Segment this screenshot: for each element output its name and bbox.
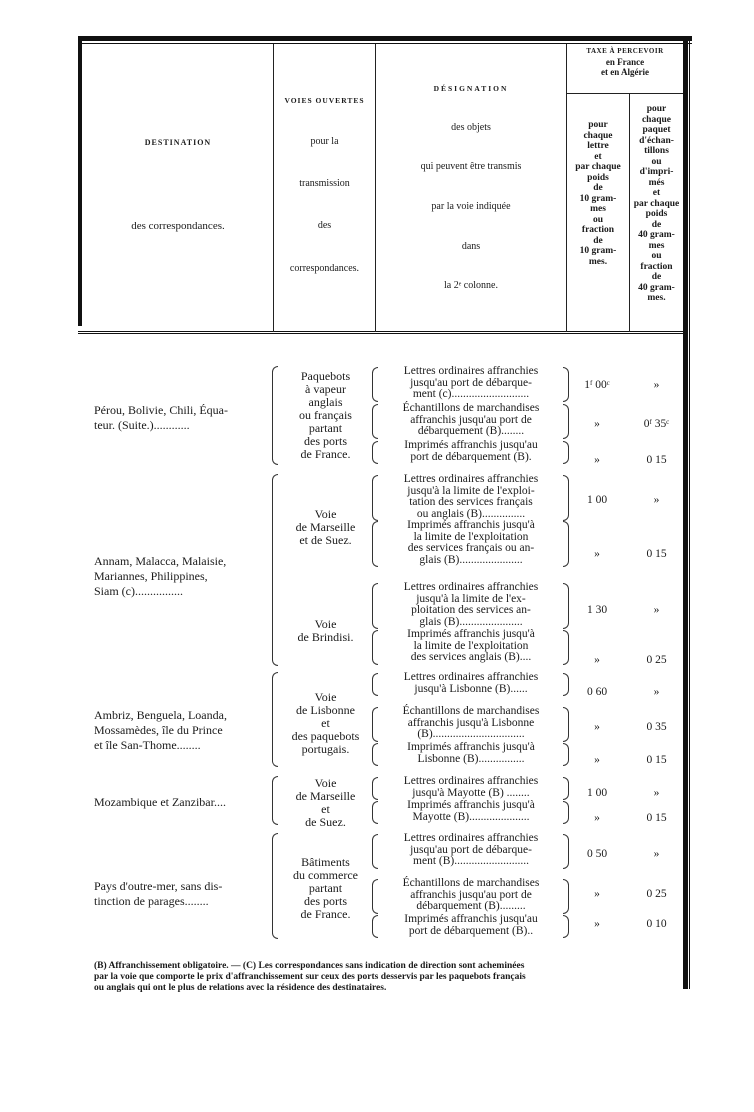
header-taxe-packet-line: 40 gram- [638, 230, 675, 240]
letter-rate: 1ᶠ 00ᶜ [584, 379, 610, 391]
voie-line: et [321, 802, 330, 816]
voie-line: portugais. [301, 742, 350, 756]
object-description-line: jusqu'au port de débarque- [410, 843, 532, 856]
taxe-underline [566, 93, 683, 94]
packet-rate: 0 15 [646, 754, 667, 766]
header-bottom-rule [78, 331, 683, 332]
object-description-line: Imprimés affranchis jusqu'à [407, 741, 535, 753]
destination-line: tinction de parages........ [94, 894, 209, 908]
object-description-line: Imprimés affranchis jusqu'à [407, 799, 535, 811]
object-description-line: Lettres ordinaires affranchies [403, 671, 539, 683]
header-taxe-letter-line: 10 gram- [579, 193, 617, 204]
object-description-line: jusqu'au port de débarque- [410, 376, 532, 389]
left-rule [78, 36, 82, 326]
object-brace-left [372, 367, 378, 402]
voie-line: des paquebots [291, 729, 360, 743]
voie-line: de France. [300, 907, 351, 921]
header-taxe-packet-line: paquet [642, 125, 671, 135]
voie-line: Paquebots [300, 369, 351, 383]
voie-line: de Lisbonne [296, 703, 355, 717]
object-description-line: Lettres ordinaires affranchies [403, 832, 539, 844]
object-description-line: Échantillons de marchandises [402, 877, 540, 889]
top-thin-rule [78, 43, 692, 44]
object-brace-left [372, 801, 378, 824]
voie-brace [272, 672, 278, 767]
header-taxe-line: en France [605, 57, 645, 67]
right-thick-rule [683, 36, 688, 989]
packet-rate: » [653, 494, 660, 506]
header-taxe-packet-line: d'échan- [639, 135, 674, 146]
voie-line: du commerce [293, 868, 358, 882]
object-brace-right [563, 521, 569, 567]
object-brace-left [372, 475, 378, 521]
object-description-line: port de débarquement (B).. [408, 924, 534, 937]
header-taxe-packet-line: poids [645, 209, 668, 219]
object-description-line: ment (c)........................... [412, 388, 530, 400]
right-thin-rule [689, 36, 690, 989]
object-description-line: Échantillons de marchandises [402, 705, 540, 717]
object-description-line: jusqu'à la limite de l'exploi- [407, 484, 535, 497]
letter-rate: » [594, 418, 600, 430]
packet-rate: 0 15 [646, 548, 667, 560]
packet-rate: » [653, 848, 660, 860]
header-designation-line: dans [461, 241, 481, 252]
voie-line: des ports [304, 434, 347, 448]
footnote [94, 961, 689, 994]
voie-line: à vapeur [305, 382, 346, 396]
header-taxe-letter-line: 10 gram- [579, 246, 617, 256]
header-taxe-packet-line: et [652, 188, 661, 198]
object-brace-left [372, 404, 378, 439]
object-description-line: Mayotte (B)..................... [412, 810, 530, 823]
voie-brace [272, 833, 278, 939]
destination-line: Ambriz, Benguela, Loanda, [94, 708, 227, 722]
header-taxe-letter-line: fraction [581, 225, 615, 235]
packet-rate: » [653, 604, 660, 616]
object-description-line: Lettres ordinaires affranchies [403, 473, 539, 485]
packet-rate: 0 25 [646, 654, 667, 666]
header-destination-sub: des correspondances. [131, 220, 225, 232]
voie-line: Voie [314, 617, 337, 631]
header-voies-line: correspondances. [289, 263, 360, 274]
object-description-line: jusqu'à Lisbonne (B)...... [414, 682, 528, 695]
destination-line: Mossamèdes, île du Prince [94, 723, 223, 737]
header-taxe-letter-line: pour [588, 120, 608, 130]
header-designation-line: la 2ᵉ colonne. [444, 280, 498, 291]
letter-rate: » [594, 654, 600, 666]
object-description-line: affranchis jusqu'à Lisbonne [407, 716, 535, 729]
packet-rate: 0 25 [646, 888, 667, 900]
object-description-line: Imprimés affranchis jusqu'à [407, 628, 535, 640]
voie-line: Voie [314, 507, 337, 521]
object-description-line: affranchis jusqu'au port de [410, 888, 532, 901]
header-taxe-packet-line: ou [651, 156, 662, 167]
letter-rate: 0 60 [586, 686, 608, 698]
letter-rate: » [594, 754, 600, 766]
object-description-line: Lettres ordinaires affranchies [403, 365, 539, 377]
object-description-line: affranchis jusqu'au port de [410, 413, 532, 426]
object-description-line: tation des services français [409, 496, 533, 508]
header-taxe-packet-line: mes. [647, 293, 666, 303]
object-brace-left [372, 743, 378, 766]
voie-line: de France. [300, 447, 351, 461]
header-voies-line: transmission [299, 178, 350, 189]
header-taxe-letter-column [567, 120, 629, 267]
object-description-line: port de débarquement (B). [410, 450, 532, 463]
object-description-line: ou anglais (B)............... [416, 507, 526, 520]
letter-rate: » [594, 888, 600, 900]
header-taxe-packet-line: de [651, 219, 662, 230]
object-description-line: la limite de l'exploitation [413, 530, 529, 543]
object-description-line: Imprimés affranchis jusqu'au [404, 439, 538, 451]
header-taxe-letter-line: et [594, 151, 602, 162]
header-taxe-packet-column [630, 104, 683, 304]
object-description-line: Lisbonne (B)................ [417, 752, 525, 765]
letter-rate: » [594, 918, 600, 930]
object-brace-left [372, 441, 378, 464]
header-taxe-packet-line: de [651, 272, 662, 282]
letter-rate: » [594, 721, 600, 733]
header-taxe-packet-line: mes [648, 240, 665, 251]
object-description-line: Lettres ordinaires affranchies [403, 581, 539, 593]
header-taxe-letter-line: mes [590, 204, 606, 214]
voie-line: Voie [314, 776, 337, 790]
header-taxe-packet-line: ou [651, 251, 662, 261]
voie-line: anglais [308, 395, 343, 409]
header-taxe-letter-line: poids [587, 172, 609, 183]
header-taxe-line: et en Algérie [601, 67, 649, 77]
header-voies-line: pour la [310, 136, 339, 147]
object-description-line: Lettres ordinaires affranchies [403, 775, 539, 787]
voie-line: de Marseille [295, 789, 356, 803]
object-brace-left [372, 521, 378, 567]
footnote-line: par la voie que comporte le prix d'affranchissement sur ceux des ports desservis par les paquebots français [94, 972, 526, 982]
object-brace-left [372, 834, 378, 869]
object-brace-left [372, 583, 378, 629]
tariff-table [78, 36, 692, 993]
header-taxe-packet-line: més [648, 177, 665, 188]
letter-rate: » [594, 454, 600, 466]
letter-rate: 1 00 [586, 787, 608, 799]
object-description-line: des services anglais (B).... [410, 651, 532, 663]
destination-line: Siam (c)................ [94, 584, 183, 598]
packet-rate: 0 15 [646, 454, 667, 466]
voie-line: de Suez. [305, 815, 346, 829]
voie-line: et [321, 716, 330, 730]
header-taxe-packet-line: par chaque [633, 198, 680, 209]
header-taxe-title: TAXE À PERCEVOIR [586, 47, 664, 55]
destination-line: Pérou, Bolivie, Chili, Équa- [94, 403, 228, 417]
object-brace-left [372, 673, 378, 696]
packet-rate: 0 15 [646, 812, 667, 824]
object-description-line: glais (B)...................... [419, 615, 523, 628]
object-description-line: débarquement (B)........ [417, 425, 525, 437]
letter-rate: 1 30 [586, 604, 608, 616]
voie-line: partant [308, 421, 343, 435]
header-taxe-letter-line: mes. [588, 256, 608, 267]
header-taxe-packet-line: pour [646, 104, 667, 114]
header-taxe-letter-line: ou [592, 214, 604, 225]
object-brace-left [372, 707, 378, 742]
object-description-line: des services français ou an- [407, 542, 535, 554]
letter-rate: » [594, 812, 600, 824]
destination-line: Mozambique et Zanzibar.... [94, 795, 226, 809]
object-brace-left [372, 915, 378, 938]
top-thick-rule [78, 36, 692, 41]
packet-rate: » [653, 379, 660, 391]
packet-rate: 0ᶠ 35ᶜ [643, 418, 670, 430]
footnote-line: (B) Affranchissement obligatoire. — (C) Les correspondances sans indication de direction sont acheminées [94, 961, 525, 971]
object-description-line: Échantillons de marchandises [402, 402, 540, 414]
header-designation-title: DÉSIGNATION [433, 84, 509, 93]
header-designation-line: qui peuvent être transmis [420, 161, 522, 172]
destination-line: Pays d'outre-mer, sans dis- [94, 879, 223, 893]
voie-line: Bâtiments [301, 855, 350, 869]
object-description-line: la limite de l'exploitation [413, 639, 529, 652]
voie-line: partant [308, 881, 343, 895]
header-taxe-packet-line: d'impri- [639, 167, 674, 177]
object-description-line: ment (B).......................... [413, 855, 529, 867]
letter-rate: 1 00 [586, 494, 608, 506]
header-designation-line: par la voie indiquée [431, 201, 511, 212]
voie-line: ou français [299, 408, 352, 422]
object-description-line: jusqu'à la limite de l'ex- [416, 592, 526, 605]
header-taxe-letter-line: de [593, 183, 603, 193]
voie-line: des ports [304, 894, 347, 908]
voie-line: et de Suez. [299, 533, 352, 547]
destination-line: Mariannes, Philippines, [94, 569, 208, 583]
object-brace-left [372, 630, 378, 665]
voie-line: Voie [314, 690, 337, 704]
voie-line: de Marseille [295, 520, 356, 534]
header-voies-line: des [317, 220, 332, 231]
header-taxe-letter-line: lettre [587, 141, 609, 151]
header-designation-line: des objets [451, 122, 491, 133]
header-taxe-packet-line: chaque [641, 114, 672, 125]
destination-line: Annam, Malacca, Malaisie, [94, 554, 227, 568]
object-description-line: ploitation des services an- [411, 604, 531, 616]
destination-line: et île San-Thome........ [94, 738, 201, 752]
letter-rate: 0 50 [586, 848, 608, 860]
packet-rate: 0 10 [646, 918, 667, 930]
object-brace-left [372, 777, 378, 800]
header-taxe-packet-line: 40 gram- [638, 282, 675, 293]
header-taxe-letter-line: chaque [583, 130, 613, 141]
header-taxe-packet-line: fraction [640, 261, 673, 272]
header-bottom-rule-2 [78, 333, 683, 334]
header-taxe-letter-line: par chaque [575, 162, 621, 172]
header-taxe-letter-line: de [593, 235, 603, 246]
voie-brace [272, 776, 278, 825]
header-destination: DESTINATION [144, 138, 212, 147]
object-description-line: (B)................................ [417, 728, 525, 740]
header-taxe-packet-line: tillons [644, 146, 669, 156]
header-voies-title: VOIES OUVERTES [284, 96, 365, 105]
letter-rate: » [594, 548, 600, 560]
object-brace-left [372, 879, 378, 914]
object-description-line: Imprimés affranchis jusqu'à [407, 519, 535, 531]
packet-rate: » [653, 686, 660, 698]
object-description-line: débarquement (B)......... [416, 900, 526, 912]
object-description-line: Imprimés affranchis jusqu'au [404, 913, 538, 925]
packet-rate: » [653, 787, 660, 799]
object-description-line: jusqu'à Mayotte (B) ........ [412, 786, 530, 799]
packet-rate: 0 35 [646, 721, 667, 733]
destination-line: teur. (Suite.)............ [94, 418, 190, 432]
voie-line: de Brindisi. [297, 630, 354, 644]
voie-brace [272, 366, 278, 465]
voie-brace [272, 474, 278, 666]
footnote-line: ou anglais qui ont le plus de relations avec la résidence des destinataires. [94, 983, 387, 993]
object-description-line: glais (B)...................... [419, 553, 523, 566]
